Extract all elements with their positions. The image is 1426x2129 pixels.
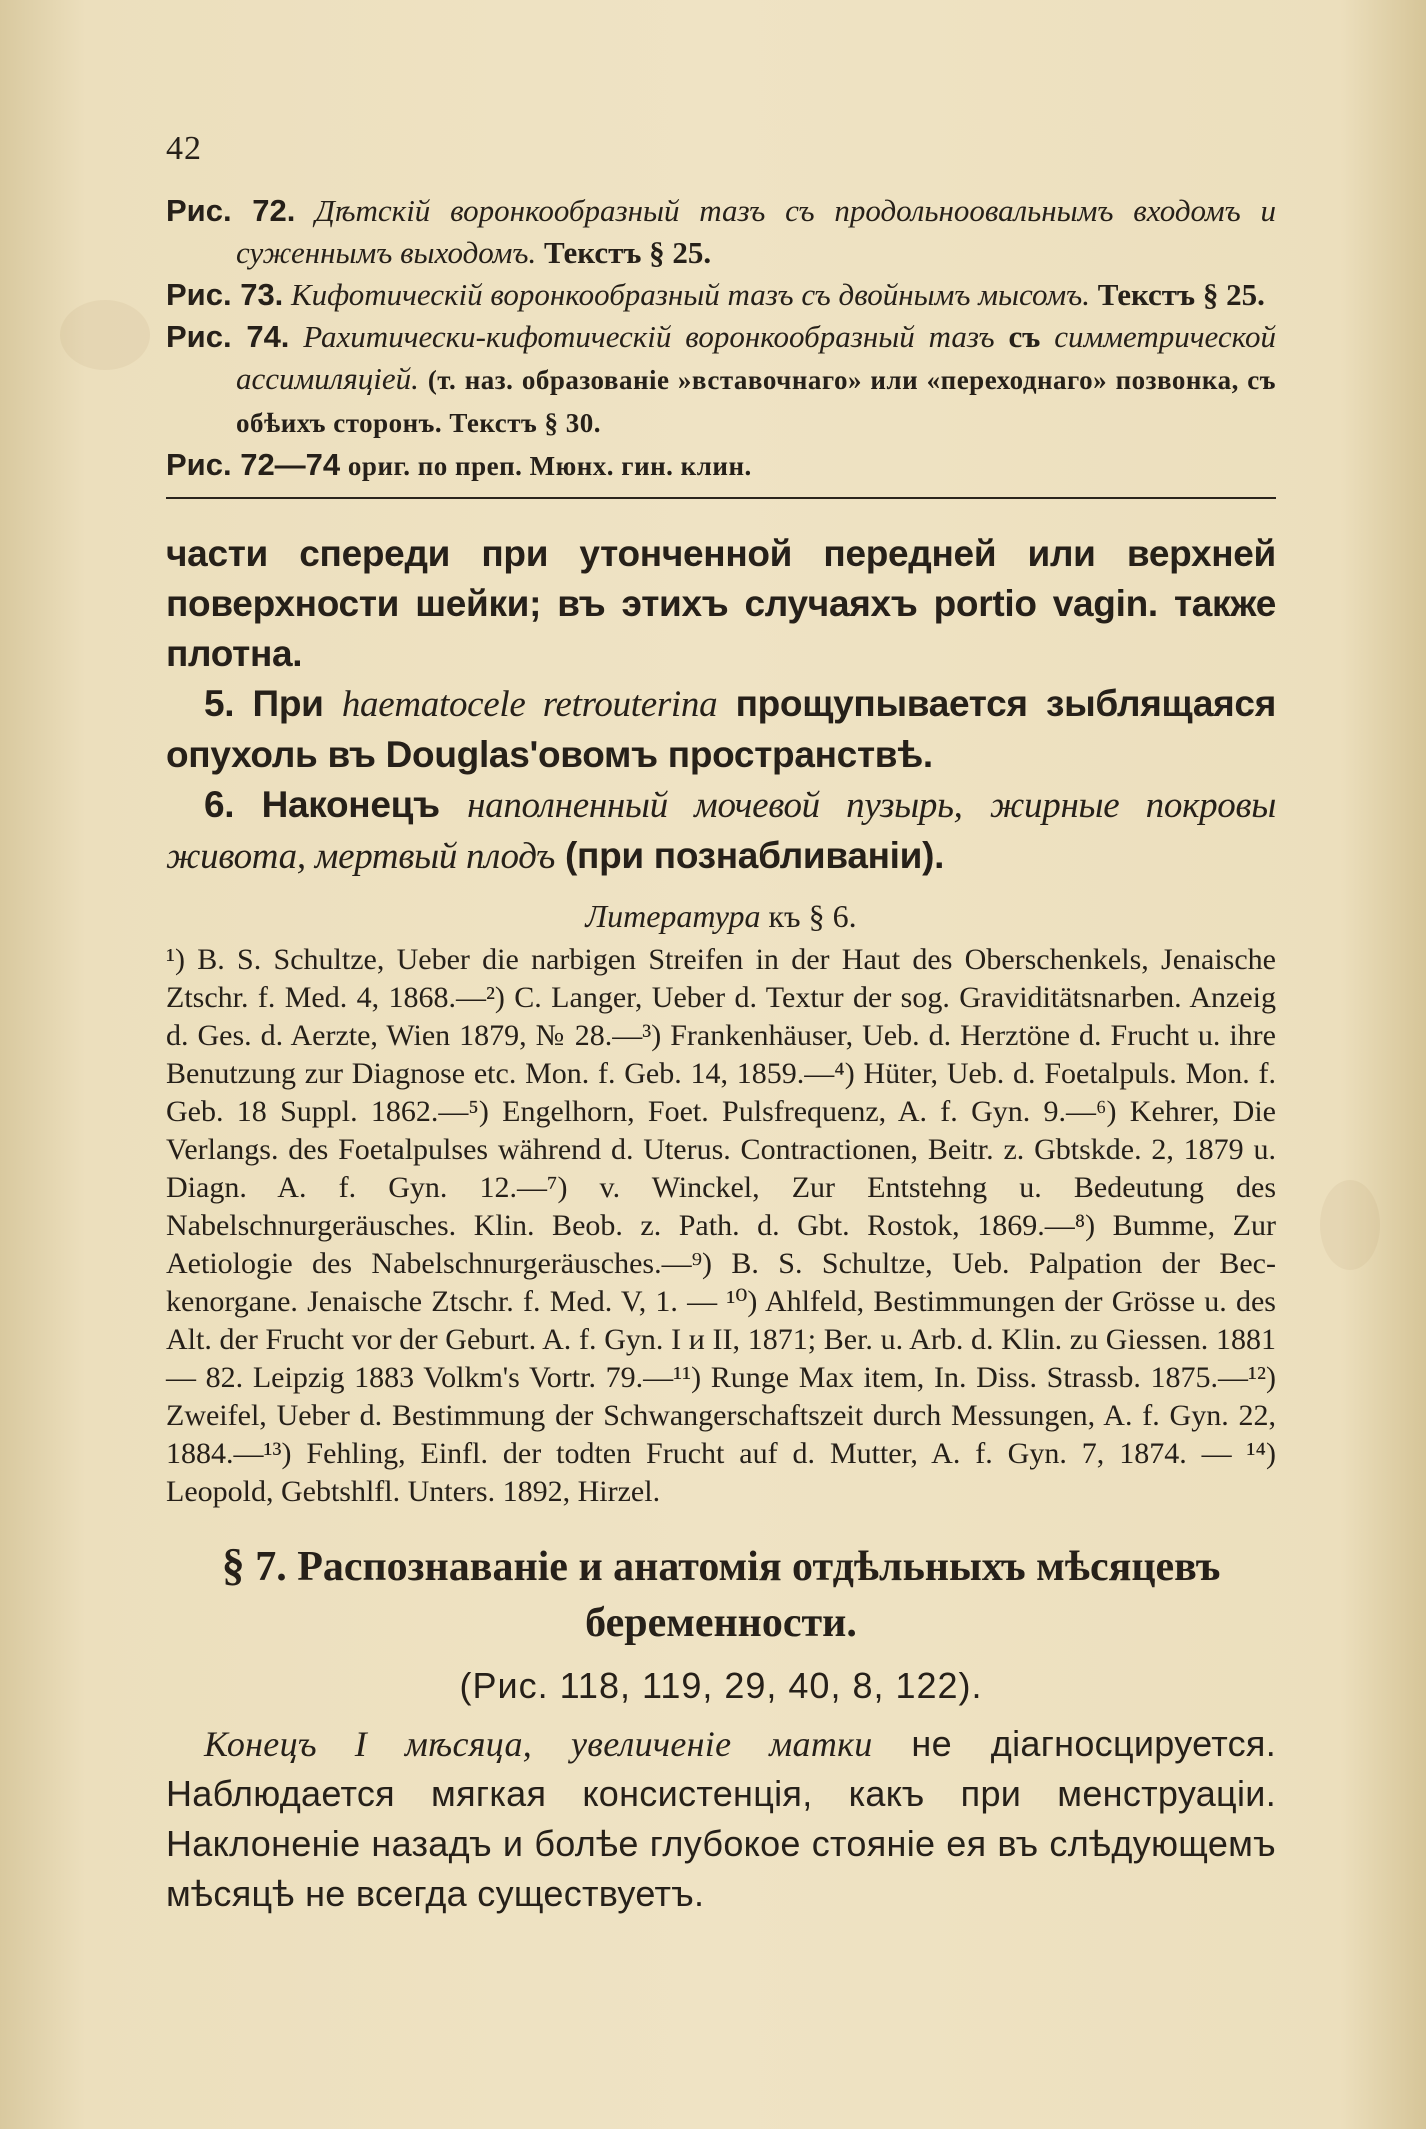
references: ¹) B. S. Schultze, Ueber die narbigen Streifen in der Haut des Oberschenkels, Jenaische Ztschr. f. Med. 4, 1868.—²) C. Langer, Ueber d. Textur der sog. Graviditätsnarben. Anzeig d. Ges. d. Aerzte, Wien 1879, № 28.—³) Frankenhäuser, Ueb. d. Herztöne d. Frucht u. ihre Benutzung zur Diagnose etc. Mon. f. Geb. 14, 1859.—⁴) Hüter, Ueb. d. Foetalpuls. Mon. f. Geb. 18 Suppl. 1862.—⁵) Engelhorn, Foet. Pulsfrequenz, A. f. Gyn. 9.—⁶) Kehrer, Die Verlangs. des Foetalpulses während d. Uterus. Contractionen, Beitr. z. Gbtskde. 2, 1879 u. Diagn. A. f. Gyn. 12.—⁷) v. Winckel, Zur Entstehng u. Bedeutung des Nabelschnurgeräusches. Klin. Beob. z. Path. d. Gbt. Rostok, 1869.—⁸) Bumme, Zur Aetiologie des Nabelschnurgeräusches.—⁹) B. S. Schultze, Ueb. Palpation der Beckenorgane. Jenaische Ztschr. f. Med. V, 1. — ¹⁰) Ahlfeld, Bestimmungen der Grösse u. des Alt. der Frucht vor der Geburt. A. f. Gyn. I и II, 1871; Ber. u. Arb. d. Klin. zu Giessen. 1881 — 82. Leipzig 1883 Volkm's Vortr. 79.—¹¹) Runge Max item, In. Diss. Strassb. 1875.—¹²) Zweifel, Ueber d. Bestimmung der Schwangerschaftszeit durch Messungen, A. f. Gyn. 22, 1884.—¹³) Fehling, Einfl. der todten Frucht auf d. Mutter, A. f. Gyn. 7, 1874. — ¹⁴) Leopold, Gebtshlfl. Unters. 1892, Hirzel. bbox=[166, 943, 1276, 1508]
page-content bbox=[166, 130, 1276, 1919]
paragraph-lead: 5. При bbox=[204, 683, 324, 724]
caption-divider bbox=[166, 497, 1276, 499]
literature-heading-italic: Литература bbox=[585, 898, 761, 934]
paragraph-italic: Конецъ I мѣсяца, bbox=[204, 1724, 533, 1764]
page-number: 42 bbox=[166, 130, 202, 167]
section-title-text: 7. Распознаваніе и анатомія отдѣльныхъ мѣсяцевъ беременности. bbox=[255, 1544, 1221, 1646]
body-text bbox=[166, 529, 1276, 882]
paper-stain bbox=[1320, 1180, 1380, 1270]
caption-label: Рис. 72—74 bbox=[166, 447, 341, 482]
caption-italic: Кифотическій воронкообразный тазъ съ двойнымъ мысомъ. bbox=[291, 277, 1090, 312]
caption-text: Текстъ § 25. bbox=[1097, 277, 1265, 312]
caption-italic: Рахитически-кифотическій воронкообразный тазъ bbox=[303, 319, 995, 354]
paragraph-italic: haematocele retrouterina bbox=[341, 684, 718, 725]
caption-72 bbox=[166, 190, 1276, 274]
caption-text: (т. наз. образованіе »вставочнаго» или «переходнаго» позвонка, съ обѣихъ сторонъ. Текстъ § 30. bbox=[236, 365, 1277, 438]
caption-73 bbox=[166, 274, 1276, 316]
paragraph bbox=[166, 780, 1276, 882]
caption-italic: симметрической ассимиляціей. bbox=[236, 319, 1276, 396]
caption-text: съ bbox=[1008, 319, 1041, 354]
caption-text: ориг. по преп. Мюнх. гин. клин. bbox=[347, 451, 752, 481]
figure-captions bbox=[166, 190, 1276, 487]
section-symbol: § bbox=[221, 1539, 245, 1590]
paragraph bbox=[166, 679, 1276, 780]
paragraph-lead: 6. Наконецъ bbox=[204, 784, 440, 825]
paragraph-text: не діагносцируется. Наблюдается мягкая консистенція, какъ при менструаціи. Наклоненіе назадъ и болѣе глубокое стояніе ея въ слѣдующемъ мѣсяцѣ не всегда существуетъ. bbox=[166, 1723, 1276, 1914]
caption-74 bbox=[166, 316, 1276, 444]
literature-heading bbox=[166, 898, 1276, 935]
caption-label: Рис. 72. bbox=[166, 193, 296, 228]
caption-source bbox=[166, 444, 1276, 487]
literature-heading-text: къ § 6. bbox=[768, 898, 857, 934]
caption-text: Текстъ § 25. bbox=[544, 235, 712, 270]
paragraph: части спереди при утонченной передней или верхней поверхности шейки; въ этихъ случаяхъ portio vagin. также плотна. bbox=[166, 533, 1276, 674]
section-title bbox=[206, 1537, 1236, 1651]
paragraph-italic: жирные покровы живота, мертвый плодъ bbox=[166, 785, 1276, 877]
paragraph-text: прощупывается зыблящаяся опухоль въ Douglas'овомъ пространствѣ. bbox=[166, 683, 1276, 775]
paragraph-text: (при познабливаніи). bbox=[555, 835, 945, 876]
caption-label: Рис. 74. bbox=[166, 319, 290, 354]
section-figure-refs: (Рис. 118, 119, 29, 40, 8, 122). bbox=[459, 1665, 983, 1706]
paragraph-italic: увеличеніе матки bbox=[571, 1724, 873, 1764]
caption-label: Рис. 73. bbox=[166, 277, 284, 312]
paper-stain bbox=[60, 300, 150, 370]
section-paragraph bbox=[166, 1719, 1276, 1919]
paragraph-italic: наполненный мочевой пузырь, bbox=[467, 785, 963, 826]
caption-italic: Дѣтскій воронкообразный тазъ съ продольноовальнымъ входомъ и суженнымъ выходомъ. bbox=[236, 193, 1276, 270]
